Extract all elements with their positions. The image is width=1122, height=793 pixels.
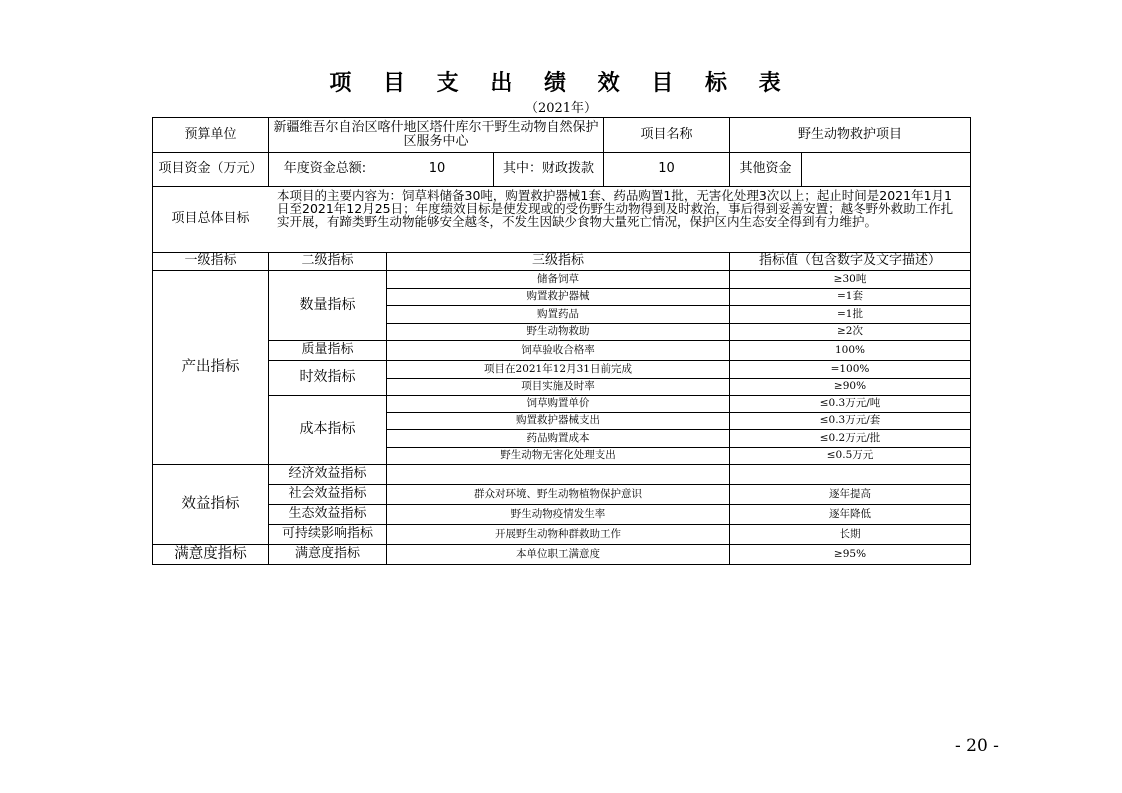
- indicator-name: 药品购置成本: [526, 431, 590, 444]
- level2-satisfaction: 满意度指标: [294, 546, 360, 562]
- col-header-level1: 一级指标: [184, 253, 237, 269]
- indicator-name: 项目实施及时率: [521, 380, 595, 393]
- indicator-name: 购置药品: [537, 307, 579, 320]
- indicator-value: ≥95%: [833, 547, 867, 560]
- fiscal-funds-label: 其中：财政拨款: [502, 161, 594, 177]
- indicator-value: ≥2次: [837, 325, 863, 338]
- level1-satisfaction: 满意度指标: [174, 545, 247, 562]
- indicator-name: 开展野生动物种群救助工作: [495, 527, 621, 540]
- indicator-name: 饲草购置单价: [526, 397, 590, 410]
- budget-unit-label: 预算单位: [184, 126, 237, 142]
- level2-sustainable: 可持续影响指标: [281, 526, 373, 542]
- indicator-name: 储备饲草: [537, 272, 579, 285]
- level1-benefit: 效益指标: [181, 495, 240, 512]
- project-name-label: 项目名称: [640, 126, 693, 142]
- indicator-name: 饲草验收合格率: [521, 343, 595, 356]
- indicator-name: 购置救护器械: [526, 290, 590, 303]
- level2-quantity: 数量指标: [299, 296, 356, 313]
- budget-unit-value: 新疆维吾尔自治区喀什地区塔什库尔干野生动物自然保护区服务中心: [273, 119, 599, 149]
- level2-quality: 质量指标: [301, 342, 354, 358]
- annual-total-label: 年度资金总额:: [283, 161, 367, 177]
- indicator-value: 100%: [834, 343, 866, 356]
- indicator-name: 野生动物无害化处理支出: [500, 449, 616, 462]
- indicator-name: 野生动物疫情发生率: [510, 507, 606, 520]
- indicator-value: 逐年提高: [829, 487, 871, 500]
- col-header-value: 指标值（包含数字及文字描述）: [758, 253, 941, 269]
- indicator-name: 野生动物救助: [526, 325, 590, 338]
- overall-goal-label: 项目总体目标: [171, 211, 250, 227]
- page-title: 项 目 支 出 绩 效 目 标 表: [329, 70, 793, 96]
- col-header-level3: 三级指标: [531, 253, 584, 269]
- indicator-name: 群众对环境、野生动物植物保护意识: [474, 487, 642, 500]
- page-number: - 20 -: [955, 736, 999, 756]
- indicator-value: ≤0.5万元: [826, 449, 874, 462]
- indicator-name: [387, 465, 729, 484]
- overall-goal-text: 本项目的主要内容为：饲草料储备30吨，购置救护器械1套、药品购置1批，无害化处理3次以上；起止时间是2021年1月1日至2021年12月25日；年度绩效目标是使发现或的受伤野生动物得到及时救治，事后得到妥善安置；越冬野外救助工作扎实开展，有蹄类野生动物能够安全越冬，不发生因缺少食物大量死亡情况，保护区内生态安全得到有力维护。: [277, 188, 954, 229]
- other-funds-value: [802, 153, 970, 186]
- indicator-value: ≥30吨: [833, 272, 867, 285]
- level1-output: 产出指标: [181, 358, 240, 375]
- fiscal-funds-value: 10: [658, 161, 675, 177]
- project-name-value: 野生动物救护项目: [797, 126, 902, 142]
- indicator-value: ≤0.3万元/套: [819, 414, 881, 427]
- indicator-value: 长期: [839, 527, 861, 540]
- indicator-value: ≤0.2万元/批: [819, 431, 881, 444]
- project-funds-label: 项目资金（万元）: [158, 161, 263, 177]
- indicator-value: =1套: [837, 290, 863, 303]
- level2-cost: 成本指标: [299, 421, 356, 438]
- annual-total-value: 10: [428, 161, 446, 177]
- indicator-value: =100%: [830, 362, 870, 375]
- indicator-value: ≥90%: [833, 380, 867, 393]
- level2-ecological: 生态效益指标: [288, 506, 367, 522]
- indicator-name: 本单位职工满意度: [516, 547, 600, 560]
- indicator-value: 逐年降低: [829, 507, 871, 520]
- level2-economic: 经济效益指标: [288, 466, 367, 482]
- indicator-value: ≤0.3万元/吨: [819, 397, 881, 410]
- indicator-name: 购置救护器械支出: [516, 414, 600, 427]
- col-header-level2: 二级指标: [301, 253, 354, 269]
- level2-timeliness: 时效指标: [299, 369, 356, 386]
- level2-social: 社会效益指标: [288, 486, 367, 502]
- indicator-value: =1批: [837, 307, 863, 320]
- indicator-name: 项目在2021年12月31日前完成: [484, 362, 632, 375]
- report-year: （2021年）: [524, 101, 598, 116]
- other-funds-label: 其他资金: [739, 161, 792, 177]
- indicator-value: [730, 465, 970, 484]
